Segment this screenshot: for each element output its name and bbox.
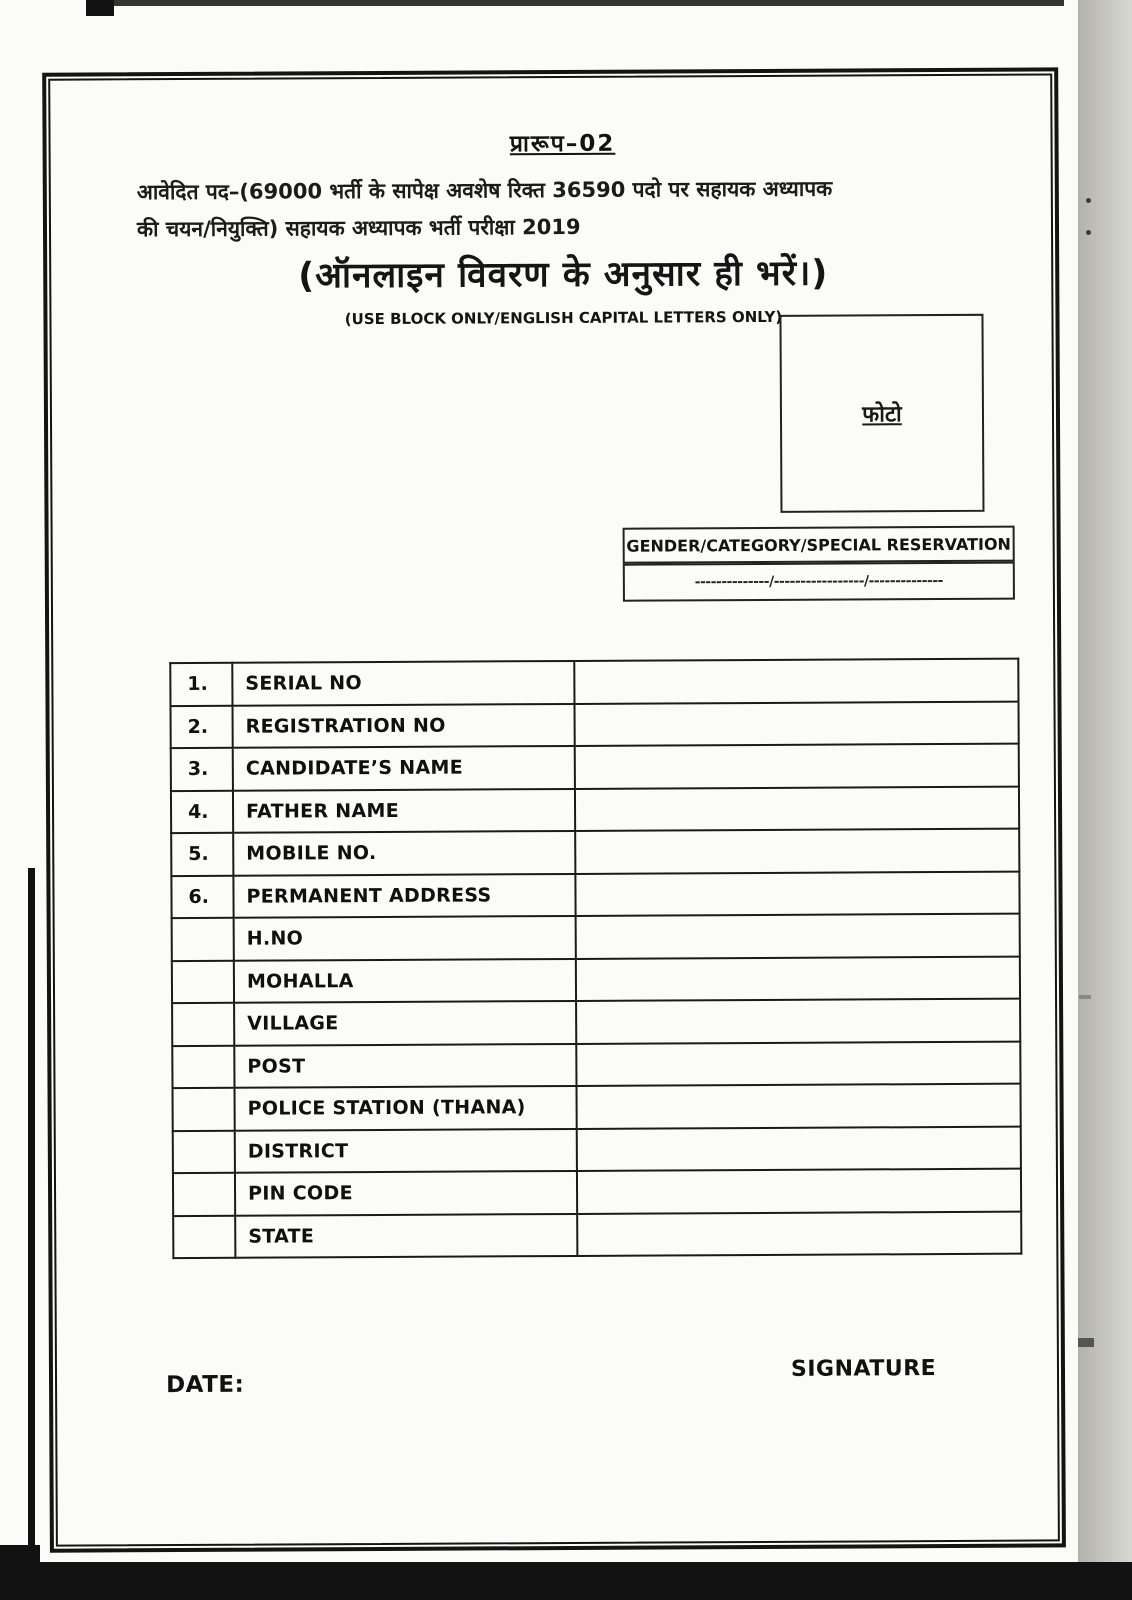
row-number — [173, 1088, 235, 1131]
applied-post-paragraph — [137, 170, 1037, 249]
table-row — [171, 871, 1019, 918]
row-value-cell — [576, 1084, 1020, 1129]
row-label: REGISTRATION NO — [232, 703, 574, 747]
applied-post-line2: की चयन/नियुक्ति) सहायक अध्यापक भर्ती परीक्षा 2019 — [136, 214, 581, 242]
row-value-cell — [576, 999, 1020, 1044]
row-value-cell — [576, 956, 1020, 1001]
row-number — [173, 1173, 235, 1216]
row-label: POST — [234, 1043, 576, 1087]
row-number — [172, 960, 234, 1003]
row-label: DISTRICT — [235, 1128, 577, 1172]
photo-label: फोटो — [862, 402, 902, 428]
row-label: SERIAL NO — [232, 661, 574, 705]
row-value-cell — [575, 871, 1019, 916]
row-number — [172, 1045, 234, 1088]
row-number: 4. — [171, 790, 233, 833]
row-number: 3. — [171, 748, 233, 791]
fill-as-online-heading: (ऑनलाइन विवरण के अनुसार ही भरें।) — [298, 253, 829, 297]
form-code-text: प्रारूप–02 — [509, 130, 616, 158]
date-label: DATE: — [165, 1371, 245, 1399]
row-label: MOHALLA — [234, 958, 576, 1002]
row-number — [172, 1003, 234, 1046]
row-value-cell — [574, 701, 1018, 746]
row-number: 5. — [171, 833, 233, 876]
table-row — [172, 914, 1020, 961]
table-row — [171, 701, 1019, 748]
table-row — [173, 1169, 1021, 1216]
row-number: 6. — [171, 875, 233, 918]
row-label: VILLAGE — [234, 1001, 576, 1045]
form-code-title — [0, 123, 1129, 161]
table-row — [171, 829, 1019, 876]
row-number — [172, 918, 234, 961]
row-number — [173, 1130, 235, 1173]
table-row — [173, 1211, 1021, 1258]
table-row — [171, 786, 1019, 833]
table-row — [173, 1126, 1021, 1173]
row-number: 1. — [170, 663, 232, 706]
row-value-cell — [576, 914, 1020, 959]
applicant-details-table — [169, 658, 1022, 1259]
row-value-cell — [577, 1169, 1021, 1214]
reservation-fill-box: --------------/-----------------/-------------- — [623, 562, 1015, 602]
row-label: PERMANENT ADDRESS — [233, 873, 575, 917]
signature-label: SIGNATURE — [790, 1356, 937, 1382]
row-label: PIN CODE — [235, 1171, 577, 1215]
row-label: H.NO — [234, 916, 576, 960]
row-number — [173, 1215, 235, 1258]
row-label: POLICE STATION (THANA) — [235, 1086, 577, 1130]
photo-box — [779, 314, 984, 513]
row-value-cell — [575, 829, 1019, 874]
table-row — [172, 1041, 1020, 1088]
row-value-cell — [576, 1041, 1020, 1086]
row-label: MOBILE NO. — [233, 831, 575, 875]
row-value-cell — [575, 744, 1019, 789]
row-label: FATHER NAME — [233, 788, 575, 832]
row-value-cell — [574, 659, 1018, 704]
table-row — [172, 999, 1020, 1046]
table-row — [170, 659, 1018, 706]
block-letters-instruction: (USE BLOCK ONLY/ENGLISH CAPITAL LETTERS ONLY) — [344, 307, 783, 329]
reservation-header-box: GENDER/CATEGORY/SPECIAL RESERVATION — [623, 526, 1015, 564]
applied-post-line1: आवेदित पद–(69000 भर्ती के सापेक्ष अवशेष रिक्त 36590 पदो पर सहायक अध्यापक — [136, 176, 833, 205]
table-row — [173, 1084, 1021, 1131]
row-number: 2. — [171, 705, 233, 748]
row-value-cell — [577, 1126, 1021, 1171]
row-value-cell — [577, 1211, 1021, 1256]
row-label: CANDIDATE’S NAME — [233, 746, 575, 790]
table-row — [172, 956, 1020, 1003]
table-row — [171, 744, 1019, 791]
row-value-cell — [575, 786, 1019, 831]
row-label: STATE — [235, 1213, 577, 1257]
